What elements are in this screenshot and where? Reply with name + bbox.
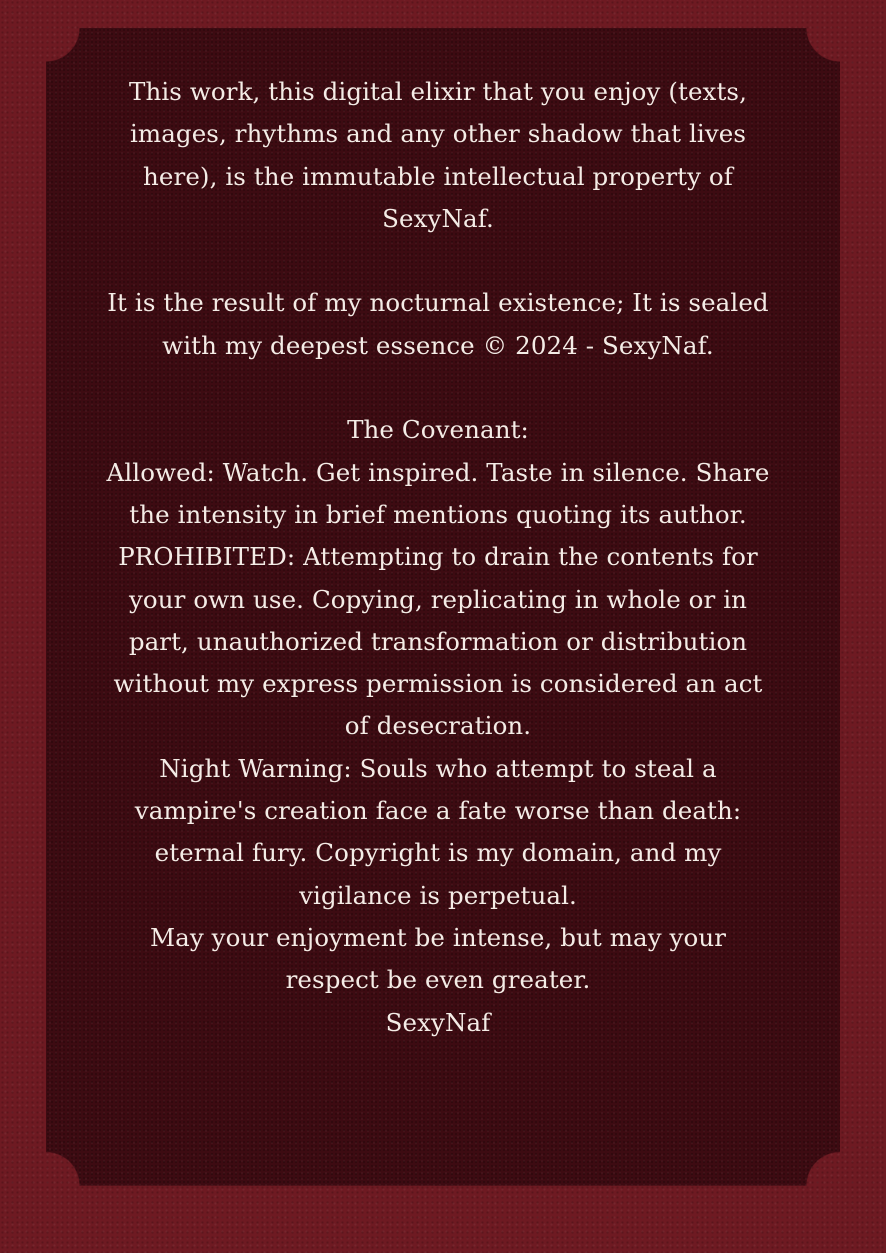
paragraph-spacer xyxy=(100,367,776,409)
covenant-heading: The Covenant: xyxy=(347,415,529,445)
prohibited-clause: PROHIBITED: Attempting to drain the contents for your own use. Copying, replicating in whole or in part, unauthorized transformation or distribution without my express permission is considered an act of desecration. xyxy=(113,542,763,741)
intro-paragraph: This work, this digital elixir that you enjoy (texts, images, rhythms and any other shadow that lives here), is the immutable intellectual property of SexyNaf. xyxy=(129,77,747,233)
closing-line: May your enjoyment be intense, but may your respect be even greater. xyxy=(149,922,727,995)
origin-paragraph: It is the result of my nocturnal existence; It is sealed with my deepest essence © 2024 - SexyNaf. xyxy=(107,288,769,360)
signature: SexyNaf xyxy=(385,1007,491,1037)
copyright-notice xyxy=(100,71,776,1044)
allowed-clause: Allowed: Watch. Get inspired. Taste in silence. Share the intensity in brief mentions quoting its author. xyxy=(106,457,770,529)
paragraph-spacer xyxy=(100,240,776,282)
night-warning-clause: Night Warning: Souls who attempt to steal a vampire's creation face a fate worse than death: eternal fury. Copyright is my domain, and my vigilance is perpetual. xyxy=(134,753,742,910)
